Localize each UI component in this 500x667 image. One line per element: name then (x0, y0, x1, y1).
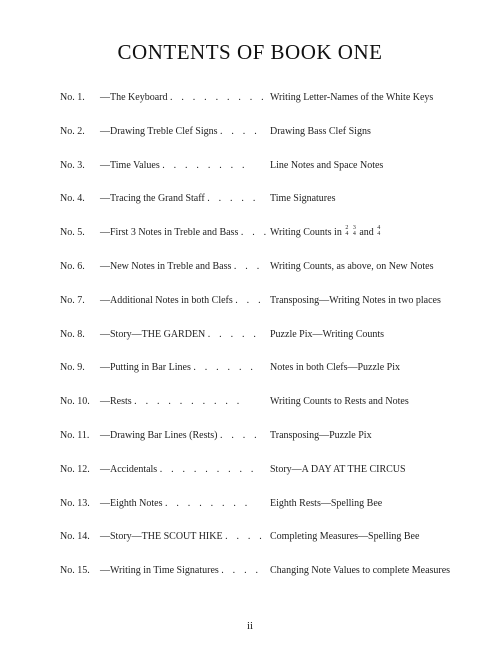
entry-left-text: —New Notes in Treble and Bass (100, 261, 232, 272)
entry-left-topic (100, 259, 262, 275)
entry-right-conjunction: and (359, 227, 374, 239)
dot-leader: . . . (240, 227, 270, 239)
page-title: CONTENTS OF BOOK ONE (117, 40, 383, 64)
entry-right-topic: Completing Measures—Spelling Bee (270, 531, 420, 543)
entry-right-topic: Writing Letter-Names of the White Keys (270, 92, 434, 103)
dot-leader: . . . . . (207, 328, 260, 340)
entry-number: No. 8. (60, 328, 85, 340)
dot-leader: . . . (235, 294, 264, 306)
toc-entry (60, 158, 460, 174)
entry-right-topic: Time Signatures (270, 193, 336, 205)
page-number: ii (246, 620, 254, 632)
entry-left-topic (100, 225, 269, 241)
entry-left-topic (100, 462, 257, 478)
toc-entry (60, 394, 460, 410)
entry-left-text: —Drawing Treble Clef Signs (100, 125, 218, 137)
dot-leader: . . . (233, 261, 263, 272)
entry-left-text: —Story—THE GARDEN (100, 328, 206, 340)
toc-entry (60, 293, 460, 309)
entry-number: No. 14. (60, 531, 90, 543)
entry-left-topic (100, 124, 260, 140)
entry-number: No. 12. (60, 463, 90, 475)
dot-leader: . . . . . . . . (165, 497, 251, 509)
entry-right-topic: Changing Note Values to complete Measures (270, 565, 451, 577)
entry-left-text: —Putting in Bar Lines (100, 362, 191, 374)
dot-leader: . . . . . . (193, 362, 257, 374)
entry-right-topic: Drawing Bass Clef Signs (270, 125, 371, 137)
entry-left-topic (100, 90, 267, 106)
entry-left-topic (100, 158, 248, 174)
entry-left-text: —First 3 Notes in Treble and Bass (100, 227, 239, 239)
dot-leader: . . . . . . . . . (169, 92, 267, 103)
entry-number: No. 7. (60, 294, 85, 306)
dot-leader: . . . . (221, 565, 262, 577)
entry-number: No. 15. (60, 565, 90, 577)
entry-left-topic (100, 496, 251, 512)
entry-left-text: —Rests (100, 396, 132, 408)
entry-right-topic: Puzzle Pix—Writing Counts (270, 328, 385, 340)
entry-number: No. 2. (60, 125, 85, 137)
entry-left-text: —Eighth Notes (100, 497, 163, 509)
entry-left-topic (100, 428, 260, 444)
time-signature-top: 2 (345, 224, 349, 231)
entry-left-text: —The Keyboard (100, 92, 168, 103)
entry-number: No. 4. (60, 193, 85, 205)
entry-number: No. 11. (60, 430, 90, 441)
entry-left-topic (100, 327, 259, 343)
entry-left-text: —Additional Notes in both Clefs (100, 294, 233, 306)
time-signature-bottom: 4 (352, 230, 356, 237)
dot-leader: . . . . (225, 531, 265, 543)
entry-number: No. 3. (60, 159, 85, 171)
time-signature (353, 225, 356, 237)
entry-right-topic: Story—A DAY AT THE CIRCUS (270, 463, 406, 475)
entry-number: No. 1. (60, 92, 85, 103)
toc-entry (60, 90, 460, 106)
time-signature (377, 225, 380, 237)
entry-number: No. 6. (60, 261, 85, 272)
toc-entry (60, 563, 460, 579)
toc-entry (60, 259, 460, 275)
dot-leader: . . . . (219, 430, 260, 441)
toc-entry (60, 225, 460, 241)
dot-leader: . . . . . . . . . (159, 463, 257, 475)
entry-right-topic: Line Notes and Space Notes (270, 159, 384, 171)
entry-left-topic (100, 529, 265, 545)
entry-right-topic: Transposing—Writing Notes in two places (270, 294, 441, 306)
entry-left-topic (100, 360, 256, 376)
dot-leader: . . . . (220, 125, 260, 137)
entry-number: No. 5. (60, 227, 85, 239)
toc-entry (60, 360, 460, 376)
entry-left-text: —Writing in Time Signatures (100, 565, 219, 577)
toc-entry (60, 428, 460, 444)
toc-entry (60, 191, 460, 207)
dot-leader: . . . . . (207, 193, 259, 205)
entry-right-text: Writing Counts in (270, 227, 342, 239)
entry-number: No. 13. (60, 497, 90, 509)
entry-left-text: —Time Values (100, 159, 160, 171)
toc-entry (60, 496, 460, 512)
entry-right-topic: Eighth Rests—Spelling Bee (270, 497, 383, 509)
entry-left-topic (100, 563, 261, 579)
dot-leader: . . . . . . . . (162, 159, 248, 171)
entry-left-topic (100, 191, 259, 207)
toc-entry (60, 327, 460, 343)
entry-number: No. 10. (60, 396, 90, 408)
entry-right-topic: Transposing—Puzzle Pix (270, 430, 372, 441)
entry-right-topic: Notes in both Clefs—Puzzle Pix (270, 362, 400, 374)
entry-right-topic: Writing Counts to Rests and Notes (270, 396, 409, 408)
entry-number: No. 9. (60, 362, 85, 374)
time-signature-top: 4 (377, 224, 381, 231)
entry-right-topic (270, 225, 381, 241)
entry-left-topic (100, 293, 264, 309)
toc-entry (60, 462, 460, 478)
entry-left-text: —Tracing the Grand Staff (100, 193, 205, 205)
entry-left-text: —Drawing Bar Lines (Rests) (100, 430, 218, 441)
time-signature-top: 3 (352, 224, 356, 231)
time-signature-bottom: 4 (377, 230, 381, 237)
entry-right-topic: Writing Counts, as above, on New Notes (270, 261, 434, 272)
dot-leader: . . . . . . . . . . (134, 396, 243, 408)
time-signature (345, 225, 348, 237)
entry-left-text: —Story—THE SCOUT HIKE (100, 531, 223, 543)
time-signature-bottom: 4 (345, 230, 349, 237)
entry-left-topic (100, 394, 242, 410)
toc-entry (60, 124, 460, 140)
toc-entry (60, 529, 460, 545)
entry-left-text: —Accidentals (100, 463, 158, 475)
